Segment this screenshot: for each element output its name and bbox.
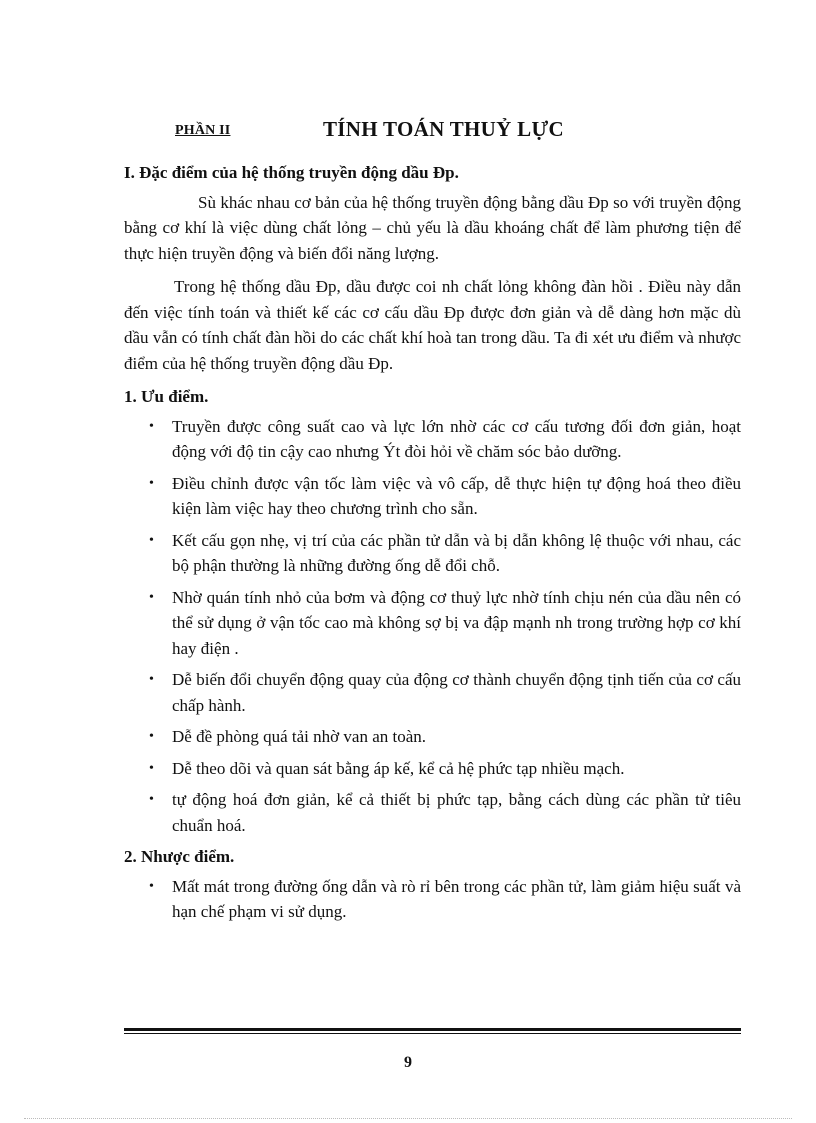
paragraph-2: Trong hệ thống dầu Đp, dầu được coi nh chất lỏng không đàn hồi . Điều này dẫn đến việc tính toán và thiết kế các cơ cấu dầu Đp được đơn giản và dễ dàng hơn mặc dù dầu vẫn có tính chất đàn hồi do các chất khí hoà tan trong dầu. Ta đi xét ưu điểm và nhược điểm của hệ thống truyền động dầu Đp. <box>124 277 741 373</box>
part-label: PHẦN II <box>175 123 231 138</box>
footer-rule-thick <box>124 1028 741 1031</box>
advantages-list <box>124 414 741 839</box>
section-heading: I. Đặc điểm của hệ thống truyền động dầu Đp. <box>124 163 459 182</box>
bullet-icon: • <box>149 729 154 744</box>
bullet-icon: • <box>149 792 154 807</box>
list-item: • Dễ theo dõi và quan sát bằng áp kế, kể cả hệ phức tạp nhiều mạch. <box>124 756 741 782</box>
page-header <box>0 117 816 147</box>
list-item: • Kết cấu gọn nhẹ, vị trí của các phần tử dẫn và bị dẫn không lệ thuộc với nhau, các bộ phận thường là những đường ống dễ đổi chỗ. <box>124 528 741 579</box>
bullet-icon: • <box>149 418 154 434</box>
advantages-heading: 1. Ưu điểm. <box>124 387 209 406</box>
page-title: TÍNH TOÁN THUỶ LỰC <box>323 117 564 141</box>
page-edge-divider <box>24 1118 792 1119</box>
paragraph-1: Sù khác nhau cơ bản của hệ thống truyền động bằng dầu Đp so với truyền động bằng cơ khí là việc dùng chất lỏng – chủ yếu là dầu khoáng chất để làm phương tiện để thực hiện truyền động và biến đổi năng lượng. <box>124 192 741 263</box>
document-body <box>124 160 741 931</box>
bullet-icon: • <box>149 760 154 776</box>
disadvantages-list <box>124 874 741 925</box>
list-item: • Điều chỉnh được vận tốc làm việc và vô cấp, dễ thực hiện tự động hoá theo điều kiện làm việc hay theo chương trình cho sẵn. <box>124 471 741 522</box>
bullet-icon: • <box>149 878 154 894</box>
page-number: 9 <box>404 1054 412 1071</box>
list-item: • Nhờ quán tính nhỏ của bơm và động cơ thuỷ lực nhờ tính chịu nén của dầu nên có thể sử dụng ở vận tốc cao mà không sợ bị va đập mạnh nh trong trường hợp cơ khí hay điện . <box>124 585 741 662</box>
list-item: • Dễ biến đổi chuyển động quay của động cơ thành chuyển động tịnh tiến của cơ cấu chấp hành. <box>124 667 741 718</box>
bullet-icon: • <box>149 672 154 687</box>
list-item: • Dễ đề phòng quá tải nhờ van an toàn. <box>124 724 741 750</box>
footer-rule-thin <box>124 1033 741 1034</box>
bullet-icon: • <box>149 532 154 548</box>
bullet-icon: • <box>149 475 154 491</box>
disadvantages-heading: 2. Nhược điểm. <box>124 847 235 866</box>
list-item: • Truyền được công suất cao và lực lớn nhờ các cơ cấu tương đối đơn giản, hoạt động với độ tin cậy cao nhưng Ýt đòi hỏi về chăm sóc bảo dưỡng. <box>124 414 741 465</box>
list-item: • Mất mát trong đường ống dẫn và rò rỉ bên trong các phần tử, làm giảm hiệu suất và hạn chế phạm vi sử dụng. <box>124 874 741 925</box>
bullet-icon: • <box>149 589 154 605</box>
list-item: • tự động hoá đơn giản, kể cả thiết bị phức tạp, bằng cách dùng các phần tử tiêu chuẩn hoá. <box>124 787 741 838</box>
